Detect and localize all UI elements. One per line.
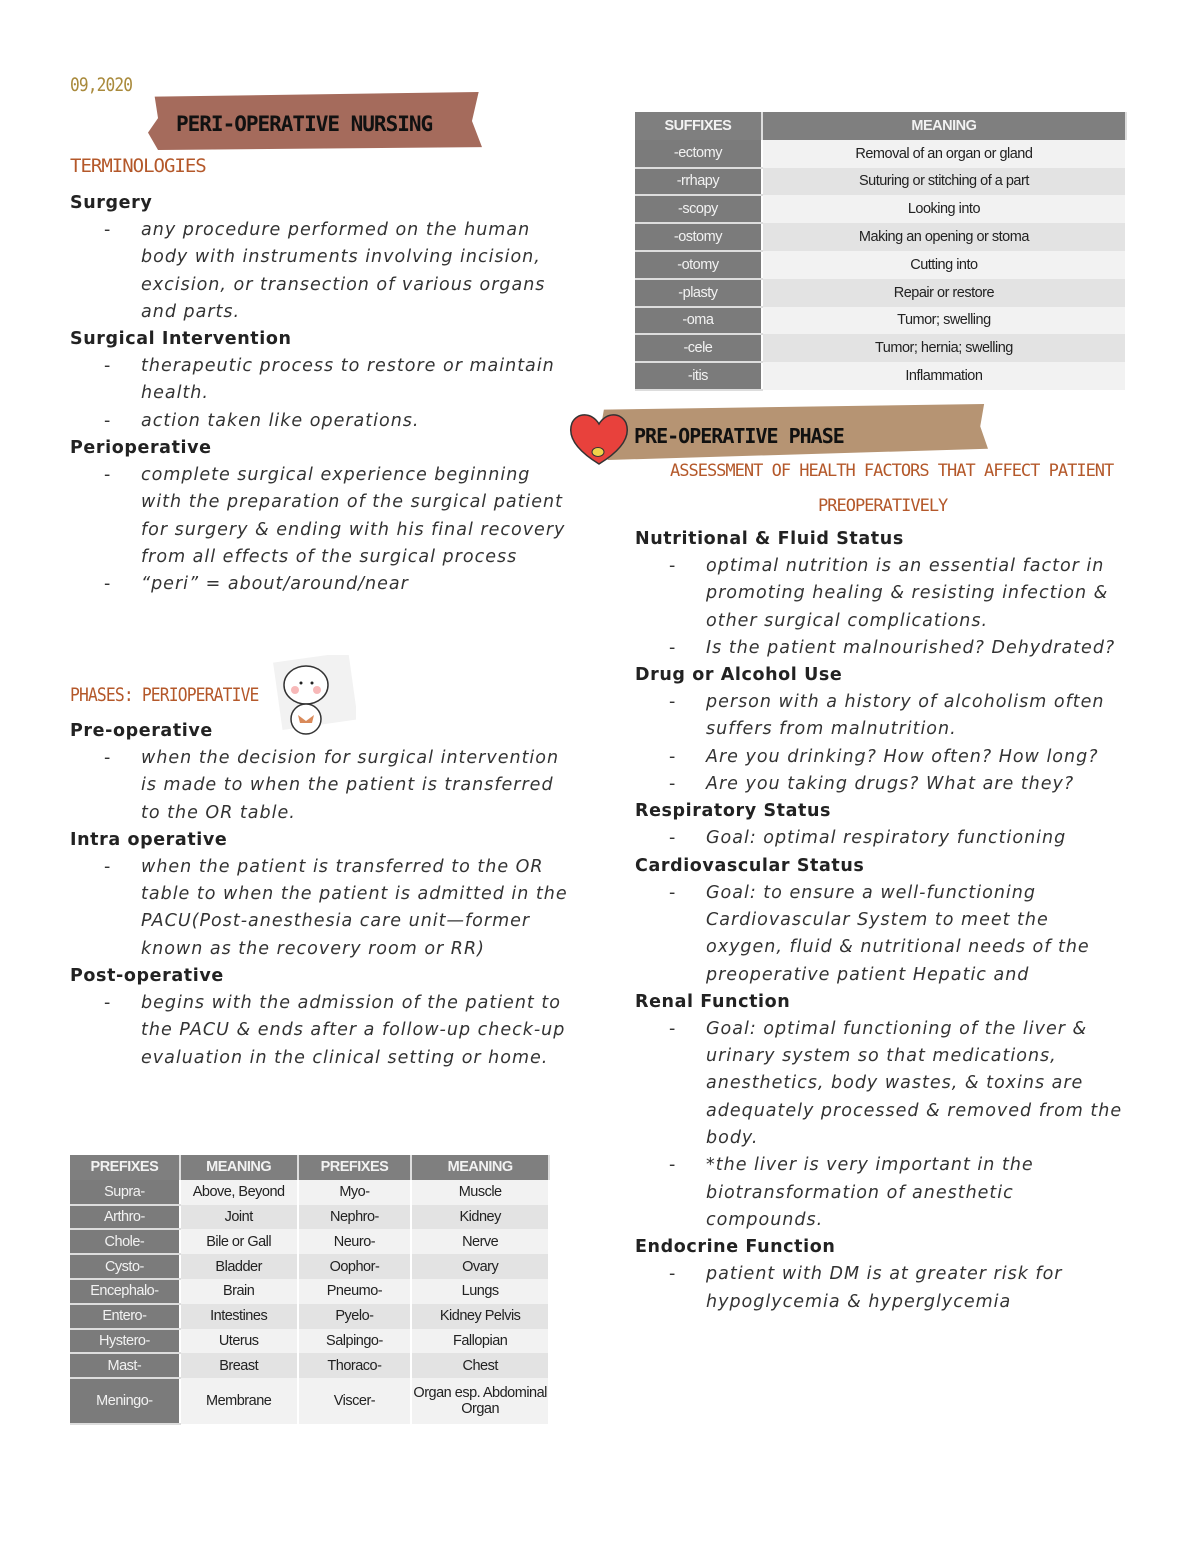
bullet-text: any procedure performed on the human body with instruments involving incision, excision, or transection of various organs and parts. <box>141 220 546 322</box>
table-header-row <box>70 1155 549 1180</box>
term-heading: Perioperative <box>70 438 212 459</box>
table-row <box>70 1329 549 1354</box>
bullet-item <box>635 635 1130 662</box>
column-header: MEANING <box>411 1155 549 1180</box>
table-cell: -itis <box>635 362 762 390</box>
bullet-item <box>70 217 570 326</box>
phases-list <box>70 718 570 1072</box>
dash-bullet-icon: - <box>669 882 677 903</box>
dash-bullet-icon: - <box>104 748 112 768</box>
bullet-text: complete surgical experience beginning with the preparation of the surgical patient for surgery & ending with his final recovery from all effects of the surgical process <box>141 465 566 567</box>
table-cell: Supra- <box>70 1180 180 1205</box>
dash-bullet-icon: - <box>104 465 112 486</box>
bullet-text: patient with DM is at greater risk for hypoglycemia & hyperglycemia <box>706 1264 1063 1312</box>
table-row <box>635 195 1126 223</box>
table-cell: Nerve <box>411 1229 549 1254</box>
dash-bullet-icon: - <box>669 692 677 713</box>
bullet-text: *the liver is very important in the biotransformation of anesthetic compounds. <box>706 1155 1034 1230</box>
table-cell: Breast <box>180 1353 298 1378</box>
table-cell: Repair or restore <box>762 279 1126 307</box>
table-cell: Pneumo- <box>298 1279 412 1304</box>
preop-subheading-1: ASSESSMENT OF HEALTH FACTORS THAT AFFECT PATIENT <box>670 461 1114 481</box>
date: 09,2020 <box>70 74 133 96</box>
dash-bullet-icon: - <box>104 410 112 431</box>
dash-bullet-icon: - <box>669 1018 677 1039</box>
bullet-item <box>635 689 1130 744</box>
table-cell: Uterus <box>180 1329 298 1354</box>
table-header-row <box>635 112 1126 140</box>
bullet-item <box>635 771 1130 798</box>
dash-bullet-icon: - <box>669 774 677 795</box>
table-cell: Making an opening or stoma <box>762 223 1126 251</box>
table-cell: Meningo- <box>70 1378 180 1424</box>
table-cell: Suturing or stitching of a part <box>762 168 1126 196</box>
table-cell: Chole- <box>70 1229 180 1254</box>
bullet-text: Goal: optimal respiratory functioning <box>706 828 1067 849</box>
phases-heading: PHASES: PERIOPERATIVE <box>70 684 259 706</box>
bullet-item <box>635 1152 1130 1234</box>
table-cell: Tumor; hernia; swelling <box>762 334 1126 362</box>
suffix-table <box>635 112 1127 391</box>
bullet-text: optimal nutrition is an essential factor in promoting healing & resisting infection & other surgical complications. <box>706 556 1109 631</box>
table-cell: Fallopian <box>411 1329 549 1354</box>
table-row <box>70 1353 549 1378</box>
bullet-text: when the decision for surgical intervention is made to when the patient is transferred to the OR table. <box>141 748 560 823</box>
preop-banner-title: PRE-OPERATIVE PHASE <box>634 424 844 448</box>
preop-list <box>635 526 1130 1316</box>
table-row <box>635 334 1126 362</box>
table-cell: Removal of an organ or gland <box>762 140 1126 168</box>
bullet-item <box>70 353 570 408</box>
table-cell: Looking into <box>762 195 1126 223</box>
table-cell: Membrane <box>180 1378 298 1424</box>
bullet-text: Goal: optimal functioning of the liver & urinary system so that medications, anesthetics, body wastes, & toxins are adequately processed & removed from the body. <box>706 1018 1123 1149</box>
bullet-item <box>70 854 570 963</box>
heart-character-icon <box>568 410 630 466</box>
dash-bullet-icon: - <box>669 1155 677 1176</box>
table-row <box>635 279 1126 307</box>
term-heading: Post-operative <box>70 966 224 987</box>
table-cell: Thoraco- <box>298 1353 412 1378</box>
table-cell: Arthro- <box>70 1205 180 1230</box>
term-heading: Surgical Intervention <box>70 329 292 350</box>
bullet-text: person with a history of alcoholism often suffers from malnutrition. <box>706 692 1105 740</box>
table-cell: -plasty <box>635 279 762 307</box>
table-cell: Hystero- <box>70 1329 180 1354</box>
table-cell: Ovary <box>411 1254 549 1279</box>
bullet-item <box>70 408 570 435</box>
table-cell: Muscle <box>411 1180 549 1205</box>
table-row <box>635 307 1126 335</box>
dash-bullet-icon: - <box>669 556 677 576</box>
table-cell: Viscer- <box>298 1378 412 1424</box>
dash-bullet-icon: - <box>104 220 112 240</box>
bullet-text: Are you drinking? How often? How long? <box>706 746 1099 767</box>
bullet-text: “peri” = about/around/near <box>141 574 409 595</box>
table-cell: Nephro- <box>298 1205 412 1230</box>
column-header: PREFIXES <box>298 1155 412 1180</box>
table-cell: Joint <box>180 1205 298 1230</box>
table-cell: -rrhapy <box>635 168 762 196</box>
table-cell: Kidney <box>411 1205 549 1230</box>
table-cell: Cysto- <box>70 1254 180 1279</box>
bullet-text: therapeutic process to restore or maintain health. <box>141 356 555 404</box>
term-heading: Surgery <box>70 193 153 213</box>
bullet-item <box>70 571 570 598</box>
bullet-text: when the patient is transferred to the OR table to when the patient is admitted in the PACU(Post-anesthesia care unit—former known as the recovery room or RR) <box>141 856 568 959</box>
table-row <box>635 140 1126 168</box>
bullet-item <box>635 1261 1130 1316</box>
table-cell: Brain <box>180 1279 298 1304</box>
preop-subheading-2: PREOPERATIVELY <box>818 496 948 516</box>
table-cell: Neuro- <box>298 1229 412 1254</box>
table-cell: Pyelo- <box>298 1304 412 1329</box>
column-header: MEANING <box>762 112 1126 140</box>
table-row <box>70 1254 549 1279</box>
table-cell: Encephalo- <box>70 1279 180 1304</box>
table-cell: Oophor- <box>298 1254 412 1279</box>
table-cell: Tumor; swelling <box>762 307 1126 335</box>
table-cell: Intestines <box>180 1304 298 1329</box>
table-cell: Myo- <box>298 1180 412 1205</box>
table-row <box>635 223 1126 251</box>
table-row <box>635 251 1126 279</box>
dash-bullet-icon: - <box>669 746 677 767</box>
bullet-item <box>635 553 1130 635</box>
dash-bullet-icon: - <box>669 1264 677 1285</box>
bullet-text: Goal: to ensure a well-functioning Cardiovascular System to meet the oxygen, fluid & nutritional needs of the preoperative patient Hepatic and <box>706 882 1090 985</box>
dash-bullet-icon: - <box>104 993 112 1014</box>
table-cell: Inflammation <box>762 362 1126 390</box>
prefix-table <box>70 1155 550 1425</box>
dash-bullet-icon: - <box>104 856 112 877</box>
table-cell: Salpingo- <box>298 1329 412 1354</box>
bullet-item <box>70 462 570 571</box>
table-cell: -otomy <box>635 251 762 279</box>
table-cell: -oma <box>635 307 762 335</box>
column-header: SUFFIXES <box>635 112 762 140</box>
dash-bullet-icon: - <box>669 637 677 658</box>
terminologies-list <box>70 190 570 599</box>
table-cell: Bile or Gall <box>180 1229 298 1254</box>
table-cell: Organ esp. Abdominal Organ <box>411 1378 549 1424</box>
dash-bullet-icon: - <box>104 356 112 377</box>
dash-bullet-icon: - <box>104 574 112 595</box>
table-cell: Kidney Pelvis <box>411 1304 549 1329</box>
bullet-item <box>70 745 570 827</box>
column-header: PREFIXES <box>70 1155 180 1180</box>
term-heading: Intra operative <box>70 829 228 850</box>
table-cell: Mast- <box>70 1353 180 1378</box>
table-cell: Cutting into <box>762 251 1126 279</box>
table-cell: Bladder <box>180 1254 298 1279</box>
bullet-item <box>70 990 570 1072</box>
table-cell: -ostomy <box>635 223 762 251</box>
table-cell: Chest <box>411 1353 549 1378</box>
table-cell: -ectomy <box>635 140 762 168</box>
table-cell: -cele <box>635 334 762 362</box>
dash-bullet-icon: - <box>669 828 677 849</box>
table-cell: -scopy <box>635 195 762 223</box>
terminologies-heading: TERMINOLOGIES <box>70 155 206 177</box>
bullet-text: action taken like operations. <box>141 410 420 431</box>
bullet-text: begins with the admission of the patient to the PACU & ends after a follow-up check-up evaluation in the clinical setting or home. <box>141 993 566 1068</box>
table-row <box>635 168 1126 196</box>
bullet-item <box>635 880 1130 989</box>
term-heading: Drug or Alcohol Use <box>635 665 843 686</box>
term-heading: Respiratory Status <box>635 801 832 822</box>
column-header: MEANING <box>180 1155 298 1180</box>
term-heading: Pre-operative <box>70 721 213 741</box>
bullet-item <box>635 744 1130 771</box>
table-row <box>70 1279 549 1304</box>
term-heading: Renal Function <box>635 991 791 1012</box>
bullet-item <box>635 1016 1130 1152</box>
table-row <box>70 1229 549 1254</box>
table-cell: Above, Beyond <box>180 1180 298 1205</box>
term-heading: Endocrine Function <box>635 1237 836 1258</box>
term-heading: Cardiovascular Status <box>635 855 865 876</box>
term-heading: Nutritional & Fluid Status <box>635 529 904 549</box>
table-cell: Lungs <box>411 1279 549 1304</box>
page-title: PERI-OPERATIVE NURSING <box>176 112 433 136</box>
bullet-text: Are you taking drugs? What are they? <box>706 774 1075 795</box>
table-row <box>70 1378 549 1424</box>
bullet-text: Is the patient malnourished? Dehydrated? <box>706 637 1116 658</box>
table-cell: Entero- <box>70 1304 180 1329</box>
table-row <box>70 1205 549 1230</box>
table-row <box>70 1180 549 1205</box>
table-row <box>635 362 1126 390</box>
table-row <box>70 1304 549 1329</box>
bullet-item <box>635 825 1130 852</box>
